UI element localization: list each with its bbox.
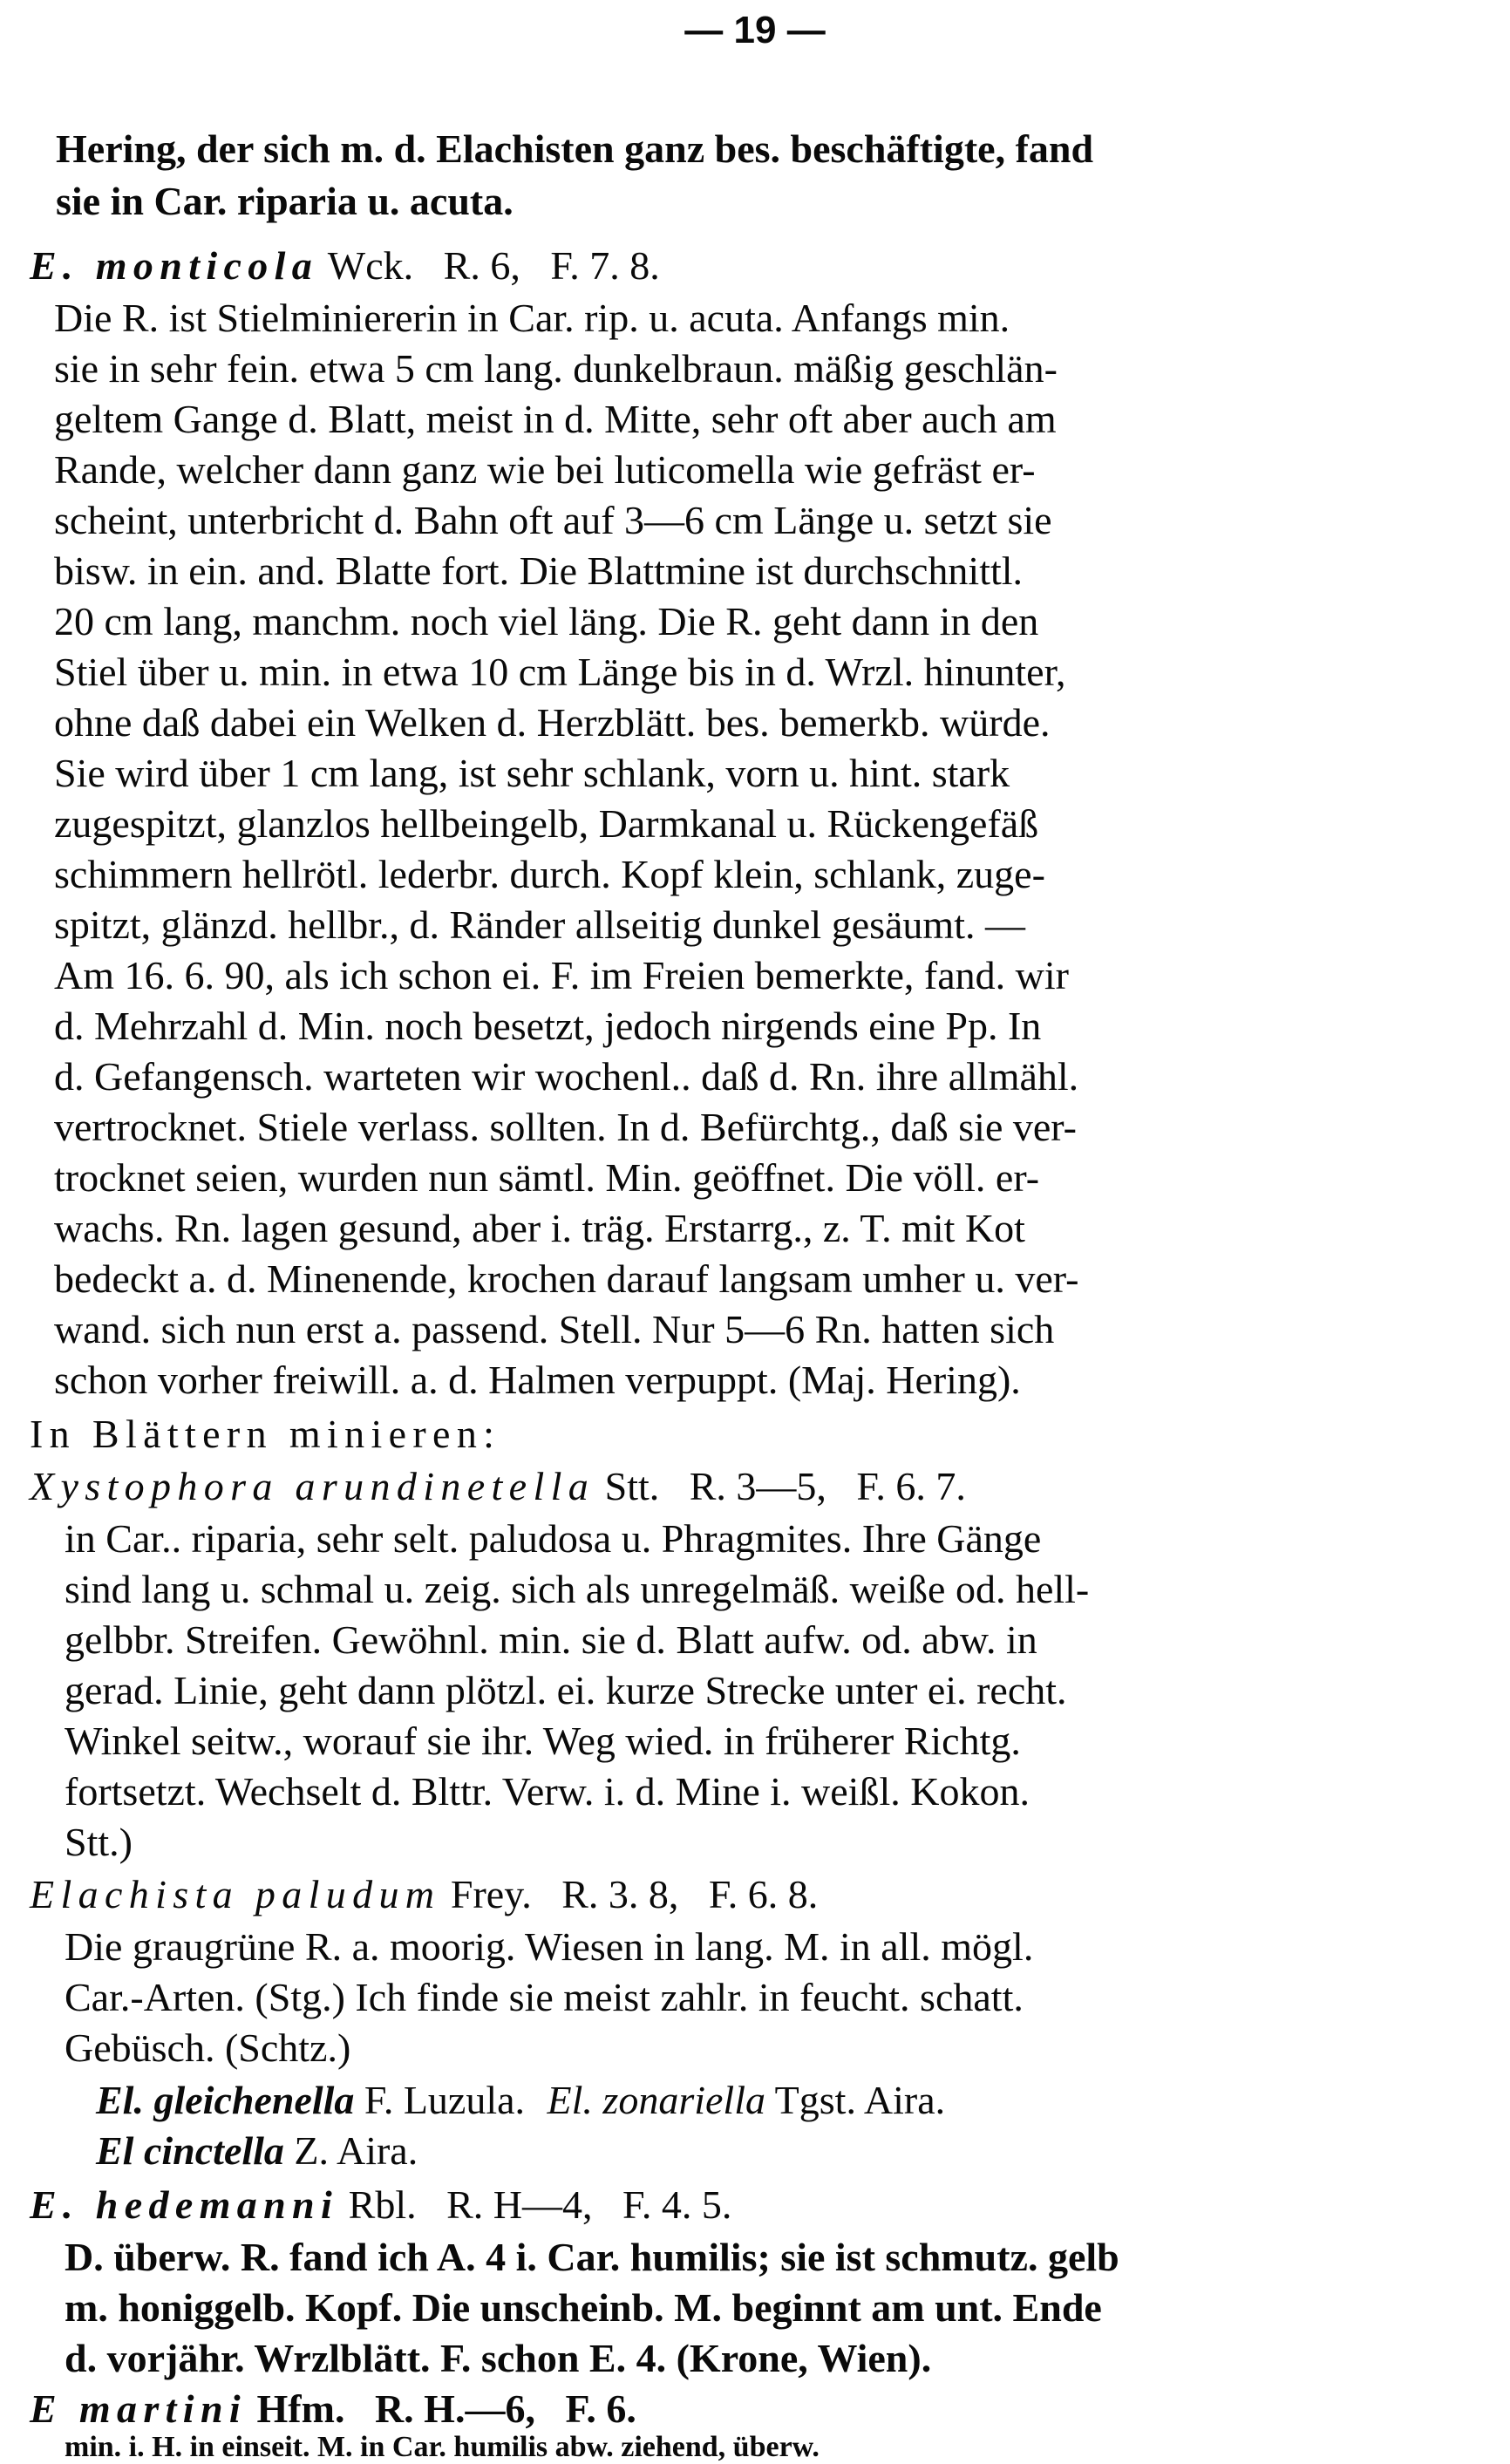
- species-meta: F. Luzula.: [364, 2078, 526, 2122]
- species-name: Xystophora arundinetella: [30, 1464, 595, 1508]
- text-line: schon vorher freiwill. a. d. Halmen verpuppt. (Maj. Hering).: [54, 1358, 1021, 1402]
- text-line: fortsetzt. Wechselt d. Blttr. Verw. i. d. Mine i. weißl. Kokon.: [65, 1769, 1030, 1814]
- text-line: wachs. Rn. lagen gesund, aber i. träg. Erstarrg., z. T. mit Kot: [54, 1206, 1025, 1250]
- text-line: in Car.. riparia, sehr selt. paludosa u. Phragmites. Ihre Gänge: [65, 1516, 1042, 1561]
- text-line: gelbbr. Streifen. Gewöhnl. min. sie d. Blatt aufw. od. abw. in: [65, 1617, 1037, 1662]
- text-line: sie in Car. riparia u. acuta.: [56, 179, 514, 223]
- species-heading: [30, 1872, 819, 1916]
- species-heading: [96, 2080, 945, 2120]
- species-meta: Wck. R. 6, F. 7. 8.: [327, 243, 660, 288]
- species-name: El cinctella: [96, 2128, 284, 2173]
- text-line: gerad. Linie, geht dann plötzl. ei. kurze Strecke unter ei. recht.: [65, 1668, 1067, 1712]
- text-line: Sie wird über 1 cm lang, ist sehr schlank, vorn u. hint. stark: [54, 751, 1010, 795]
- text-line: 20 cm lang, manchm. noch viel läng. Die R. geht dann in den: [54, 599, 1039, 643]
- text-line: vertrocknet. Stiele verlass. sollten. In d. Befürchtg., daß sie ver-: [54, 1105, 1077, 1149]
- species-meta: Z. Aira.: [294, 2128, 418, 2173]
- text-line: zugespitzt, glanzlos hellbeingelb, Darmkanal u. Rückengefäß: [54, 801, 1039, 846]
- text-line: ohne daß dabei ein Welken d. Herzblätt. bes. bemerkb. würde.: [54, 700, 1051, 745]
- species-meta: Frey. R. 3. 8, F. 6. 8.: [450, 1872, 819, 1916]
- text-line: D. überw. R. fand ich A. 4 i. Car. humilis; sie ist schmutz. gelb: [65, 2235, 1119, 2279]
- species-name: El. gleichenella: [96, 2078, 355, 2122]
- species-meta: Rbl. R. H—4, F. 4. 5.: [348, 2182, 732, 2227]
- species-meta: Hfm. R. H.—6, F. 6.: [256, 2386, 636, 2431]
- text-line: Winkel seitw., worauf sie ihr. Weg wied. in früherer Richtg.: [65, 1719, 1021, 1763]
- text-line: Am 16. 6. 90, als ich schon ei. F. im Freien bemerkte, fand. wir: [54, 953, 1069, 997]
- text-line: Gebüsch. (Schtz.): [65, 2025, 351, 2070]
- text-line: m. honiggelb. Kopf. Die unscheinb. M. beginnt am unt. Ende: [65, 2285, 1102, 2330]
- page-number: — 19 —: [684, 9, 826, 51]
- text-line: schimmern hellrötl. lederbr. durch. Kopf klein, schlank, zuge-: [54, 852, 1045, 896]
- species-name: E martini: [30, 2386, 248, 2431]
- text-line: bisw. in ein. and. Blatte fort. Die Blattmine ist durchschnittl.: [54, 548, 1024, 593]
- species-heading: [30, 1464, 966, 1508]
- species-heading: [30, 2386, 636, 2431]
- species-heading: [30, 2182, 732, 2227]
- species-heading: [30, 243, 660, 288]
- text-line: bedeckt a. d. Minenende, krochen darauf langsam umher u. ver-: [54, 1256, 1079, 1301]
- text-line: geltem Gange d. Blatt, meist in d. Mitte, sehr oft aber auch am: [54, 397, 1057, 441]
- species-name: Elachista paludum: [30, 1872, 441, 1916]
- text-line: Stt.): [65, 1820, 133, 1864]
- text-line: Stiel über u. min. in etwa 10 cm Länge bis in d. Wrzl. hinunter,: [54, 650, 1066, 694]
- text-line: Hering, der sich m. d. Elachisten ganz bes. beschäftigte, fand: [56, 126, 1094, 171]
- text-line: Rande, welcher dann ganz wie bei luticomella wie gefräst er-: [54, 447, 1036, 492]
- species-name: E. hedemanni: [30, 2182, 339, 2227]
- species-heading: [96, 2128, 418, 2173]
- text-line: Die graugrüne R. a. moorig. Wiesen in lang. M. in all. mögl.: [65, 1924, 1034, 1969]
- text-line: Car.-Arten. (Stg.) Ich finde sie meist zahlr. in feucht. schatt.: [65, 1975, 1024, 2019]
- species-meta: Tgst. Aira.: [774, 2078, 946, 2122]
- text-line: wand. sich nun erst a. passend. Stell. Nur 5—6 Rn. hatten sich: [54, 1307, 1055, 1351]
- text-line: d. vorjähr. Wrzlblätt. F. schon E. 4. (Krone, Wien).: [65, 2336, 932, 2380]
- text-line: spitzt, glänzd. hellbr., d. Ränder allseitig dunkel gesäumt. —: [54, 902, 1025, 947]
- species-name: E. monticola: [30, 243, 319, 288]
- text-line: Die R. ist Stielminiererin in Car. rip. u. acuta. Anfangs min.: [54, 296, 1010, 340]
- section-heading: In Blättern minieren:: [30, 1412, 501, 1456]
- text-line: trocknet seien, wurden nun sämtl. Min. geöffnet. Die völl. er-: [54, 1155, 1040, 1200]
- species-name: El. zonariella: [547, 2078, 765, 2122]
- text-line: d. Mehrzahl d. Min. noch besetzt, jedoch nirgends eine Pp. In: [54, 1004, 1042, 1048]
- text-line: min. i. H. in einseit. M. in Car. humilis abw. ziehend, überw.: [65, 2431, 820, 2463]
- text-line: sie in sehr fein. etwa 5 cm lang. dunkelbraun. mäßig geschlän-: [54, 346, 1058, 391]
- text-line: scheint, unterbricht d. Bahn oft auf 3—6 cm Länge u. setzt sie: [54, 498, 1052, 542]
- species-meta: Stt. R. 3—5, F. 6. 7.: [604, 1464, 966, 1508]
- text-line: sind lang u. schmal u. zeig. sich als unregelmäß. weiße od. hell-: [65, 1567, 1090, 1611]
- text-line: d. Gefangensch. warteten wir wochenl.. daß d. Rn. ihre allmähl.: [54, 1054, 1079, 1099]
